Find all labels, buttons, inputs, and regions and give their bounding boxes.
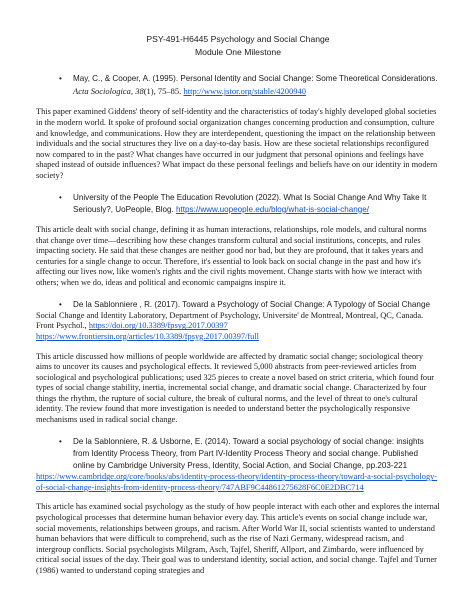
citation-4: • De la Sablonniere, R. & Usborne, E. (2014). Toward a social psychology of social change: insights from Identity Process Theory, from Part IV-Identity Process Theory and social change. Published online by Cambridge University Press, Identity, Social Action, and Social Change, pp.203-221 <box>59 436 424 471</box>
citation-3-frontiers-link[interactable]: https://www.frontiersin.org/articles/10.3389/fpsyg.2017.00397/full <box>36 331 259 341</box>
bullet-dot-icon: • <box>59 436 62 446</box>
assignment-title: Module One Milestone <box>195 47 281 57</box>
citation-1: • May, C., & Cooper, A. (1995). Personal Identity and Social Change: Some Theoretical Considerations. Acta Sociologica, 38(1), 75–85. http://www.jstor.org/stable/4200940 <box>59 74 438 97</box>
citation-4-link-block <box>36 472 440 493</box>
citation-2-link[interactable]: https://www.uopeople.edu/blog/what-is-social-change/ <box>176 204 370 214</box>
summary-3: This article discussed how millions of people worldwide are affected by dramatic social change; sociological theory aims to uncover its causes and psychological effects. It reviewed 5,000 abstracts from peer-reviewed articles from sociological and psychological publications; used 325 pieces to create a novel based on strict criteria, which found four types of social change stability, inertia, incremental social change, and dramatic social change. Characterized by four things the rhythm, the rupture of social culture, the break of cultural norms, and the level of threat to one's cultural identity. The review found that more investigation is needed to understand better the psychologically responsive mechanisms used in radical social change. <box>36 351 435 425</box>
summary-2: This article dealt with social change, defining it as human interactions, relationships, role models, and cultural norms that change over time—describing how these changes transform cultural and social institutions, concepts, and rules impacting society. He said that these changes are neither good nor bad, but they are profound, that it takes years and centuries for a single change to occur. Therefore, it's essential to look back on social change in the past and how it's affecting our lives now, like women's rights and the civil rights movement. Change starts with how we interact with others; when we do, ideas and political and economic campaigns inspire it. <box>36 224 427 287</box>
course-title: PSY-491-H6445 Psychology and Social Change <box>146 34 330 44</box>
summary-4: This article has examined social psychology as the study of how people interact with each other and explores the internal psychological processes that determine human behavior every day. This article's events on social change include war, social movements, relationships between groups, and racism. After World War II, social scientists wanted to understand human behaviors that were difficult to comprehend, such as the rise of Nazi Germany, widespread racism, and intergroup conflicts. Social psychologists Milgram, Asch, Tajfel, Sheriff, Allport, and Zimbardo, were influenced by critical social issues of the day. Their goal was to understand identity, social action, and social change. Tajfel and Turner (1986) wanted to understand coping strategies and <box>36 502 440 576</box>
citation-3: • De la Sablonniere , R. (2017). Toward a Psychology of Social Change: A Typology of Social Change <box>59 299 440 311</box>
citation-2: • University of the People The Education Revolution (2022). What Is Social Change And Why Take It Seriously?, UoPeople, Blog. https://www.uopeople.edu/blog/what-is-social-change/ <box>59 192 427 214</box>
citation-3-continued: Social Change and Identity Laboratory, Department of Psychology, Universite' de Montreal, Montreal, QC, Canada. Front Psychol., https://doi.org/10.3389/fpsyg.2017.00397 https://www.frontiersin.org/articles/10.3389/fpsyg.2017.00397/full <box>36 310 424 341</box>
bullet-dot-icon: • <box>59 299 62 309</box>
citation-1-link[interactable]: http://www.jstor.org/stable/4200940 <box>183 86 307 97</box>
citation-3-doi-link[interactable]: https://doi.org/10.3389/fpsyg.2017.00397 <box>88 321 228 331</box>
summary-1: This paper examined Giddens' theory of self-identity and the characteristics of today's highly developed global societies in the modern world. It spoke of profound social organization changes concerning production and consumption, culture and knowledge, and communications. How they are interdependent, questioning the impact on the relationship between individuals and the social structures they live on a day-to-day basis. How are these societal relationships reconfigured now compared to in the past? What changes have occurred in our judgment that personal opinions and feelings have shaped instead of outside influences? What impact do these personal feelings and beliefs have on our identity in modern society? <box>36 107 438 180</box>
document-header <box>36 33 440 59</box>
citation-4-link[interactable]: https://www.cambridge.org/core/books/abs/identity-process-theory/identity-process-theory/toward-a-social-psychology-of-social-change-insights-from-identity-process-theory/747ABF9C44861275628F6C0E2DBC714 <box>36 472 438 492</box>
bullet-dot-icon: • <box>59 74 62 83</box>
bullet-dot-icon: • <box>59 192 62 202</box>
